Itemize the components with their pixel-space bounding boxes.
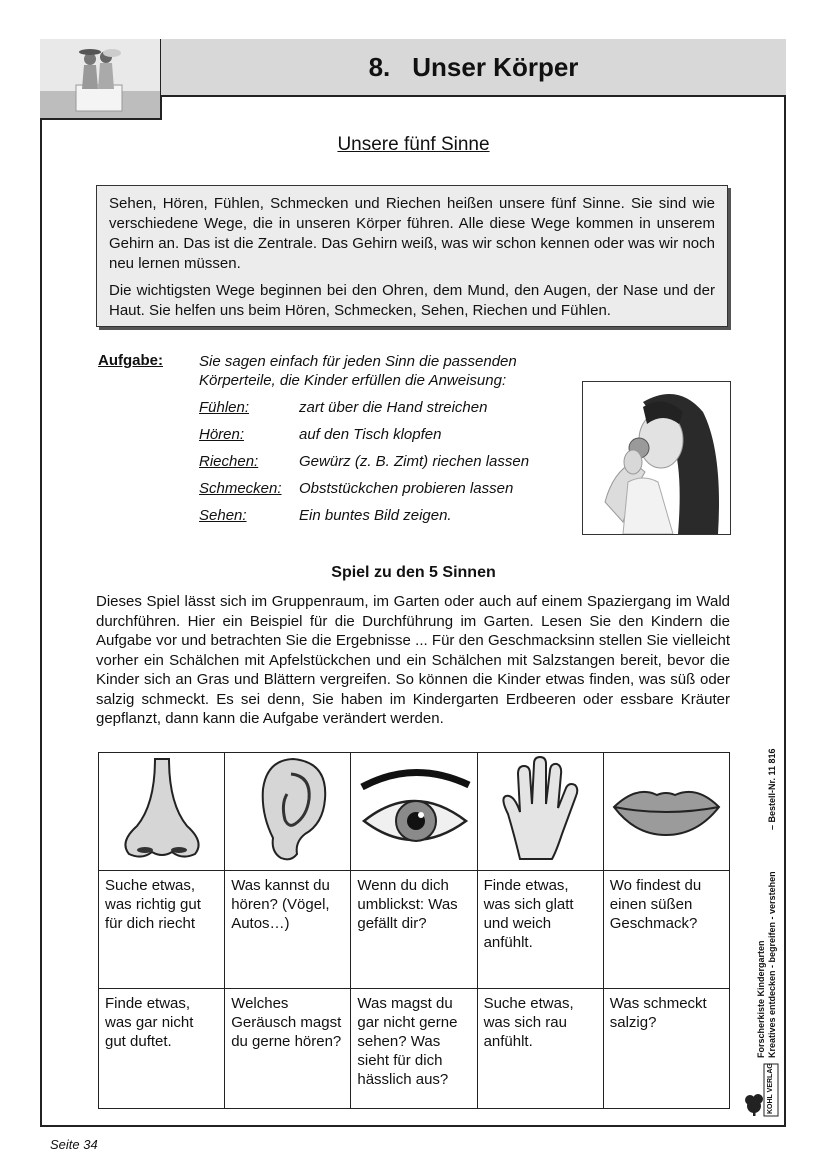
icon-row [99, 753, 730, 871]
series-title: Forscherkiste Kindergarten [756, 940, 766, 1058]
girl-eating-apple-icon [583, 382, 730, 534]
table-cell [99, 753, 225, 871]
page-title [161, 39, 786, 97]
table-row [99, 871, 730, 989]
table-cell: Was kannst du hören? (Vögel, Autos…) [225, 871, 351, 989]
task-action: zart über die Hand streichen [299, 399, 488, 416]
intro-box [96, 185, 728, 327]
table-cell: Wenn du dich umblickst: Was gefällt dir? [351, 871, 477, 989]
hand-icon [490, 754, 590, 864]
task-action: Ein buntes Bild zeigen. [299, 507, 452, 524]
eye-icon [354, 759, 474, 859]
table-cell: Suche etwas, was sich rau anfühlt. [477, 989, 603, 1109]
lips-icon [609, 779, 724, 839]
publisher-logo [742, 1062, 782, 1118]
table-cell: Was schmeckt salzig? [603, 989, 729, 1109]
task-action: auf den Tisch klopfen [299, 426, 442, 443]
table-cell [603, 753, 729, 871]
task-intro: Sie sagen einfach für jeden Sinn die passenden Körperteile, die Kinder erfüllen die Anweisung: [199, 353, 517, 389]
ear-icon [233, 754, 343, 864]
game-title: Spiel zu den 5 Sinnen [331, 564, 496, 581]
chapter-number: 8. [368, 51, 391, 82]
table-cell [225, 753, 351, 871]
table-cell: Finde etwas, was sich glatt und weich anfühlt. [477, 871, 603, 989]
chapter-title: Unser Körper [412, 51, 579, 82]
intro-paragraph-1: Sehen, Hören, Fühlen, Schmecken und Riechen heißen unsere fünf Sinne. Sie sind wie verschiedene Wege, die in unseren Körper führen. Alle diese Wege kommen in unserem Gehirn an. Das ist die Zentrale. Das Gehirn weiß, was wir schon kennen oder was wir noch neu lernen müssen. [109, 195, 715, 272]
task-action: Gewürz (z. B. Zimt) riechen lassen [299, 453, 530, 470]
nose-icon [107, 754, 217, 864]
table-cell [351, 753, 477, 871]
task-label: Aufgabe: [98, 352, 163, 369]
header-photo [40, 39, 162, 120]
table-cell: Suche etwas, was richtig gut für dich riecht [99, 871, 225, 989]
publisher-name: KOHL VERLAG [767, 1063, 774, 1114]
table-row [99, 989, 730, 1109]
table-cell: Was magst du gar nicht gerne sehen? Was sieht für dich hässlich aus? [351, 989, 477, 1109]
series-subtitle: Kreatives entdecken - begreifen - verstehen [767, 871, 777, 1058]
senses-table [98, 752, 730, 1109]
order-number: – Bestell-Nr. 11 816 [767, 748, 777, 830]
girl-photo [582, 381, 731, 535]
section-subtitle: Unsere fünf Sinne [337, 134, 490, 155]
task-sense: Schmecken: [199, 480, 282, 497]
children-photo-icon [40, 39, 160, 118]
publisher-sidebar [752, 730, 784, 1060]
task-sense: Hören: [199, 426, 245, 443]
page-number: Seite 34 [50, 1137, 98, 1152]
tree-logo-icon [742, 1062, 782, 1118]
table-cell [477, 753, 603, 871]
game-text: Dieses Spiel lässt sich im Gruppenraum, im Garten oder auch auf einem Spaziergang im Wald durchführen. Hier ein Beispiel für die Durchführung im Garten. Lesen Sie den Kindern die Aufgabe vor und betrachten Sie die Ergebnisse ... Für den Geschmacksinn stellen Sie vielleicht vorher ein Schälchen mit Apfelstückchen und ein Schälchen mit Salzstangen bereit, bevor die Kinder sich an Gras und Blättern vergreifen. So können die Kinder etwas finden, was süß oder salzig schmeckt. Es sei denn, Sie haben im Kindergarten Erdbeeren oder essbare Kräuter gepflanzt, dann kann die Aufgabe verändert werden. [96, 593, 730, 727]
task-action: Obststückchen probieren lassen [299, 480, 514, 497]
table-cell: Finde etwas, was gar nicht gut duftet. [99, 989, 225, 1109]
task-sense: Riechen: [199, 453, 259, 470]
table-cell: Wo findest du einen süßen Geschmack? [603, 871, 729, 989]
task-sense: Fühlen: [199, 399, 250, 416]
intro-paragraph-2: Die wichtigsten Wege beginnen bei den Ohren, dem Mund, den Augen, der Nase und der Haut. Sie helfen uns beim Hören, Schmecken, Sehen, Riechen und Fühlen. [109, 282, 715, 319]
task-sense: Sehen: [199, 507, 247, 524]
table-cell: Welches Geräusch magst du gerne hören? [225, 989, 351, 1109]
